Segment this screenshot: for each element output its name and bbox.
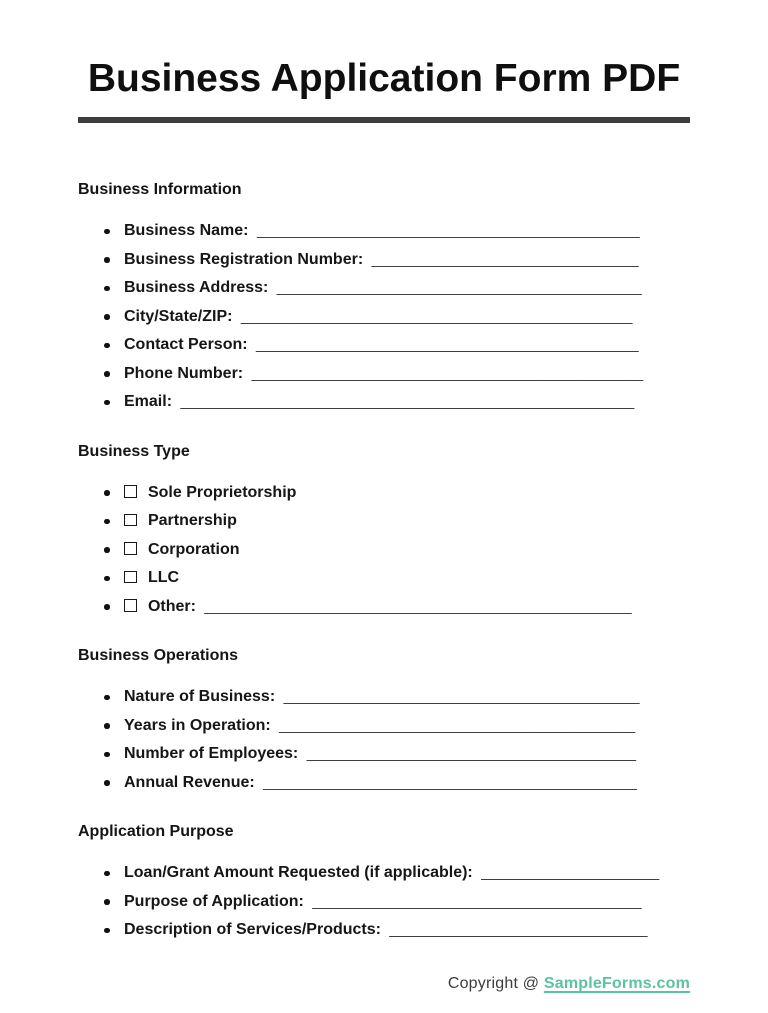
field-blank-line: _____________________________________	[312, 892, 642, 910]
checkbox-icon	[124, 542, 137, 555]
field-label: Email:	[124, 393, 173, 410]
checkbox-label: Other:	[147, 597, 196, 615]
checkbox-row-corporation	[78, 536, 690, 565]
checkbox-label: Corporation	[147, 540, 240, 558]
title-underline-rule	[78, 117, 690, 123]
field-label: Business Name:	[124, 222, 249, 239]
field-label: City/State/ZIP:	[124, 307, 233, 325]
section-heading-application-purpose: Application Purpose	[78, 823, 234, 840]
field-blank-line: __________________________________________	[263, 773, 637, 791]
field-row-annual-revenue	[78, 769, 690, 798]
bullet-icon	[104, 780, 110, 786]
field-label: Years in Operation:	[124, 716, 271, 734]
checkbox-icon	[124, 599, 137, 612]
sampleforms-link[interactable]: SampleForms.com	[543, 975, 690, 992]
field-row-number-of-employees	[78, 740, 690, 769]
business-type-list	[78, 479, 690, 622]
field-blank-line: ______________________________	[371, 250, 639, 268]
checkbox-icon	[124, 485, 137, 498]
document-title: Business Application Form PDF	[87, 57, 681, 100]
checkbox-label: Sole Proprietorship	[147, 483, 297, 501]
checkbox-row-llc	[78, 564, 690, 593]
field-blank-line: ___________________________________________	[256, 222, 640, 239]
field-row-email	[78, 388, 690, 417]
field-blank-line: ____________________________________________	[251, 364, 644, 382]
field-blank-line: _____________________________________	[306, 745, 636, 762]
section-heading-business-information: Business Information	[78, 181, 242, 198]
field-label: Phone Number:	[124, 364, 244, 382]
checkbox-row-other	[78, 593, 690, 622]
field-row-business-registration-number	[78, 246, 690, 275]
field-row-city-state-zip	[78, 303, 690, 332]
field-label: Number of Employees:	[124, 745, 299, 762]
field-row-years-in-operation	[78, 712, 690, 741]
checkbox-label: Partnership	[147, 512, 237, 529]
field-label: Description of Services/Products:	[124, 921, 381, 938]
application-purpose-list	[78, 859, 690, 945]
bullet-icon	[104, 286, 110, 292]
bullet-icon	[104, 343, 110, 349]
field-blank-line: ____________________	[481, 864, 660, 881]
field-row-description-of-services-products	[78, 916, 690, 945]
bullet-icon	[104, 371, 110, 377]
business-information-list	[78, 217, 690, 417]
bullet-icon	[104, 576, 110, 582]
bullet-icon	[104, 490, 110, 496]
checkbox-icon	[124, 514, 137, 527]
checkbox-label: LLC	[147, 569, 180, 586]
field-blank-line: ____________________________________________	[240, 307, 633, 325]
field-label: Contact Person:	[124, 336, 248, 353]
bullet-icon	[104, 695, 110, 701]
field-label: Business Registration Number:	[124, 250, 364, 268]
bullet-icon	[104, 229, 110, 235]
bullet-icon	[104, 752, 110, 758]
field-blank-line: _____________________________	[389, 921, 648, 938]
checkbox-row-sole-proprietorship	[78, 479, 690, 508]
field-label: Nature of Business:	[124, 688, 276, 705]
field-row-nature-of-business	[78, 683, 690, 712]
field-label: Purpose of Application:	[124, 892, 304, 910]
checkbox-row-partnership	[78, 507, 690, 536]
footer-copyright	[448, 974, 690, 993]
bullet-icon	[104, 314, 110, 320]
copyright-text: Copyright @	[447, 975, 544, 992]
field-blank-line: ___________________________________________	[256, 336, 639, 353]
field-blank-line: ________________________________________________	[204, 597, 632, 615]
field-blank-line: _________________________________________	[276, 279, 642, 296]
field-row-purpose-of-application	[78, 888, 690, 917]
field-row-business-name	[78, 217, 690, 246]
bullet-icon	[104, 519, 110, 525]
field-label: Loan/Grant Amount Requested (if applicable):	[124, 864, 473, 881]
section-heading-business-operations: Business Operations	[78, 647, 239, 664]
field-label: Annual Revenue:	[124, 773, 255, 791]
field-row-contact-person	[78, 331, 690, 360]
field-row-phone-number	[78, 360, 690, 389]
field-row-business-address	[78, 274, 690, 303]
bullet-icon	[104, 400, 110, 406]
bullet-icon	[104, 928, 110, 934]
business-operations-list	[78, 683, 690, 797]
bullet-icon	[104, 604, 110, 610]
bullet-icon	[104, 723, 110, 729]
checkbox-icon	[124, 571, 137, 584]
bullet-icon	[104, 899, 110, 905]
bullet-icon	[104, 257, 110, 263]
field-row-loan-grant-amount	[78, 859, 690, 888]
bullet-icon	[104, 871, 110, 877]
field-label: Business Address:	[124, 279, 269, 296]
field-blank-line: ________________________________________	[279, 716, 636, 734]
bullet-icon	[104, 547, 110, 553]
field-blank-line: ________________________________________	[283, 688, 640, 705]
section-heading-business-type: Business Type	[78, 442, 190, 460]
field-blank-line: ___________________________________________________	[180, 393, 635, 410]
document-body	[0, 181, 768, 945]
